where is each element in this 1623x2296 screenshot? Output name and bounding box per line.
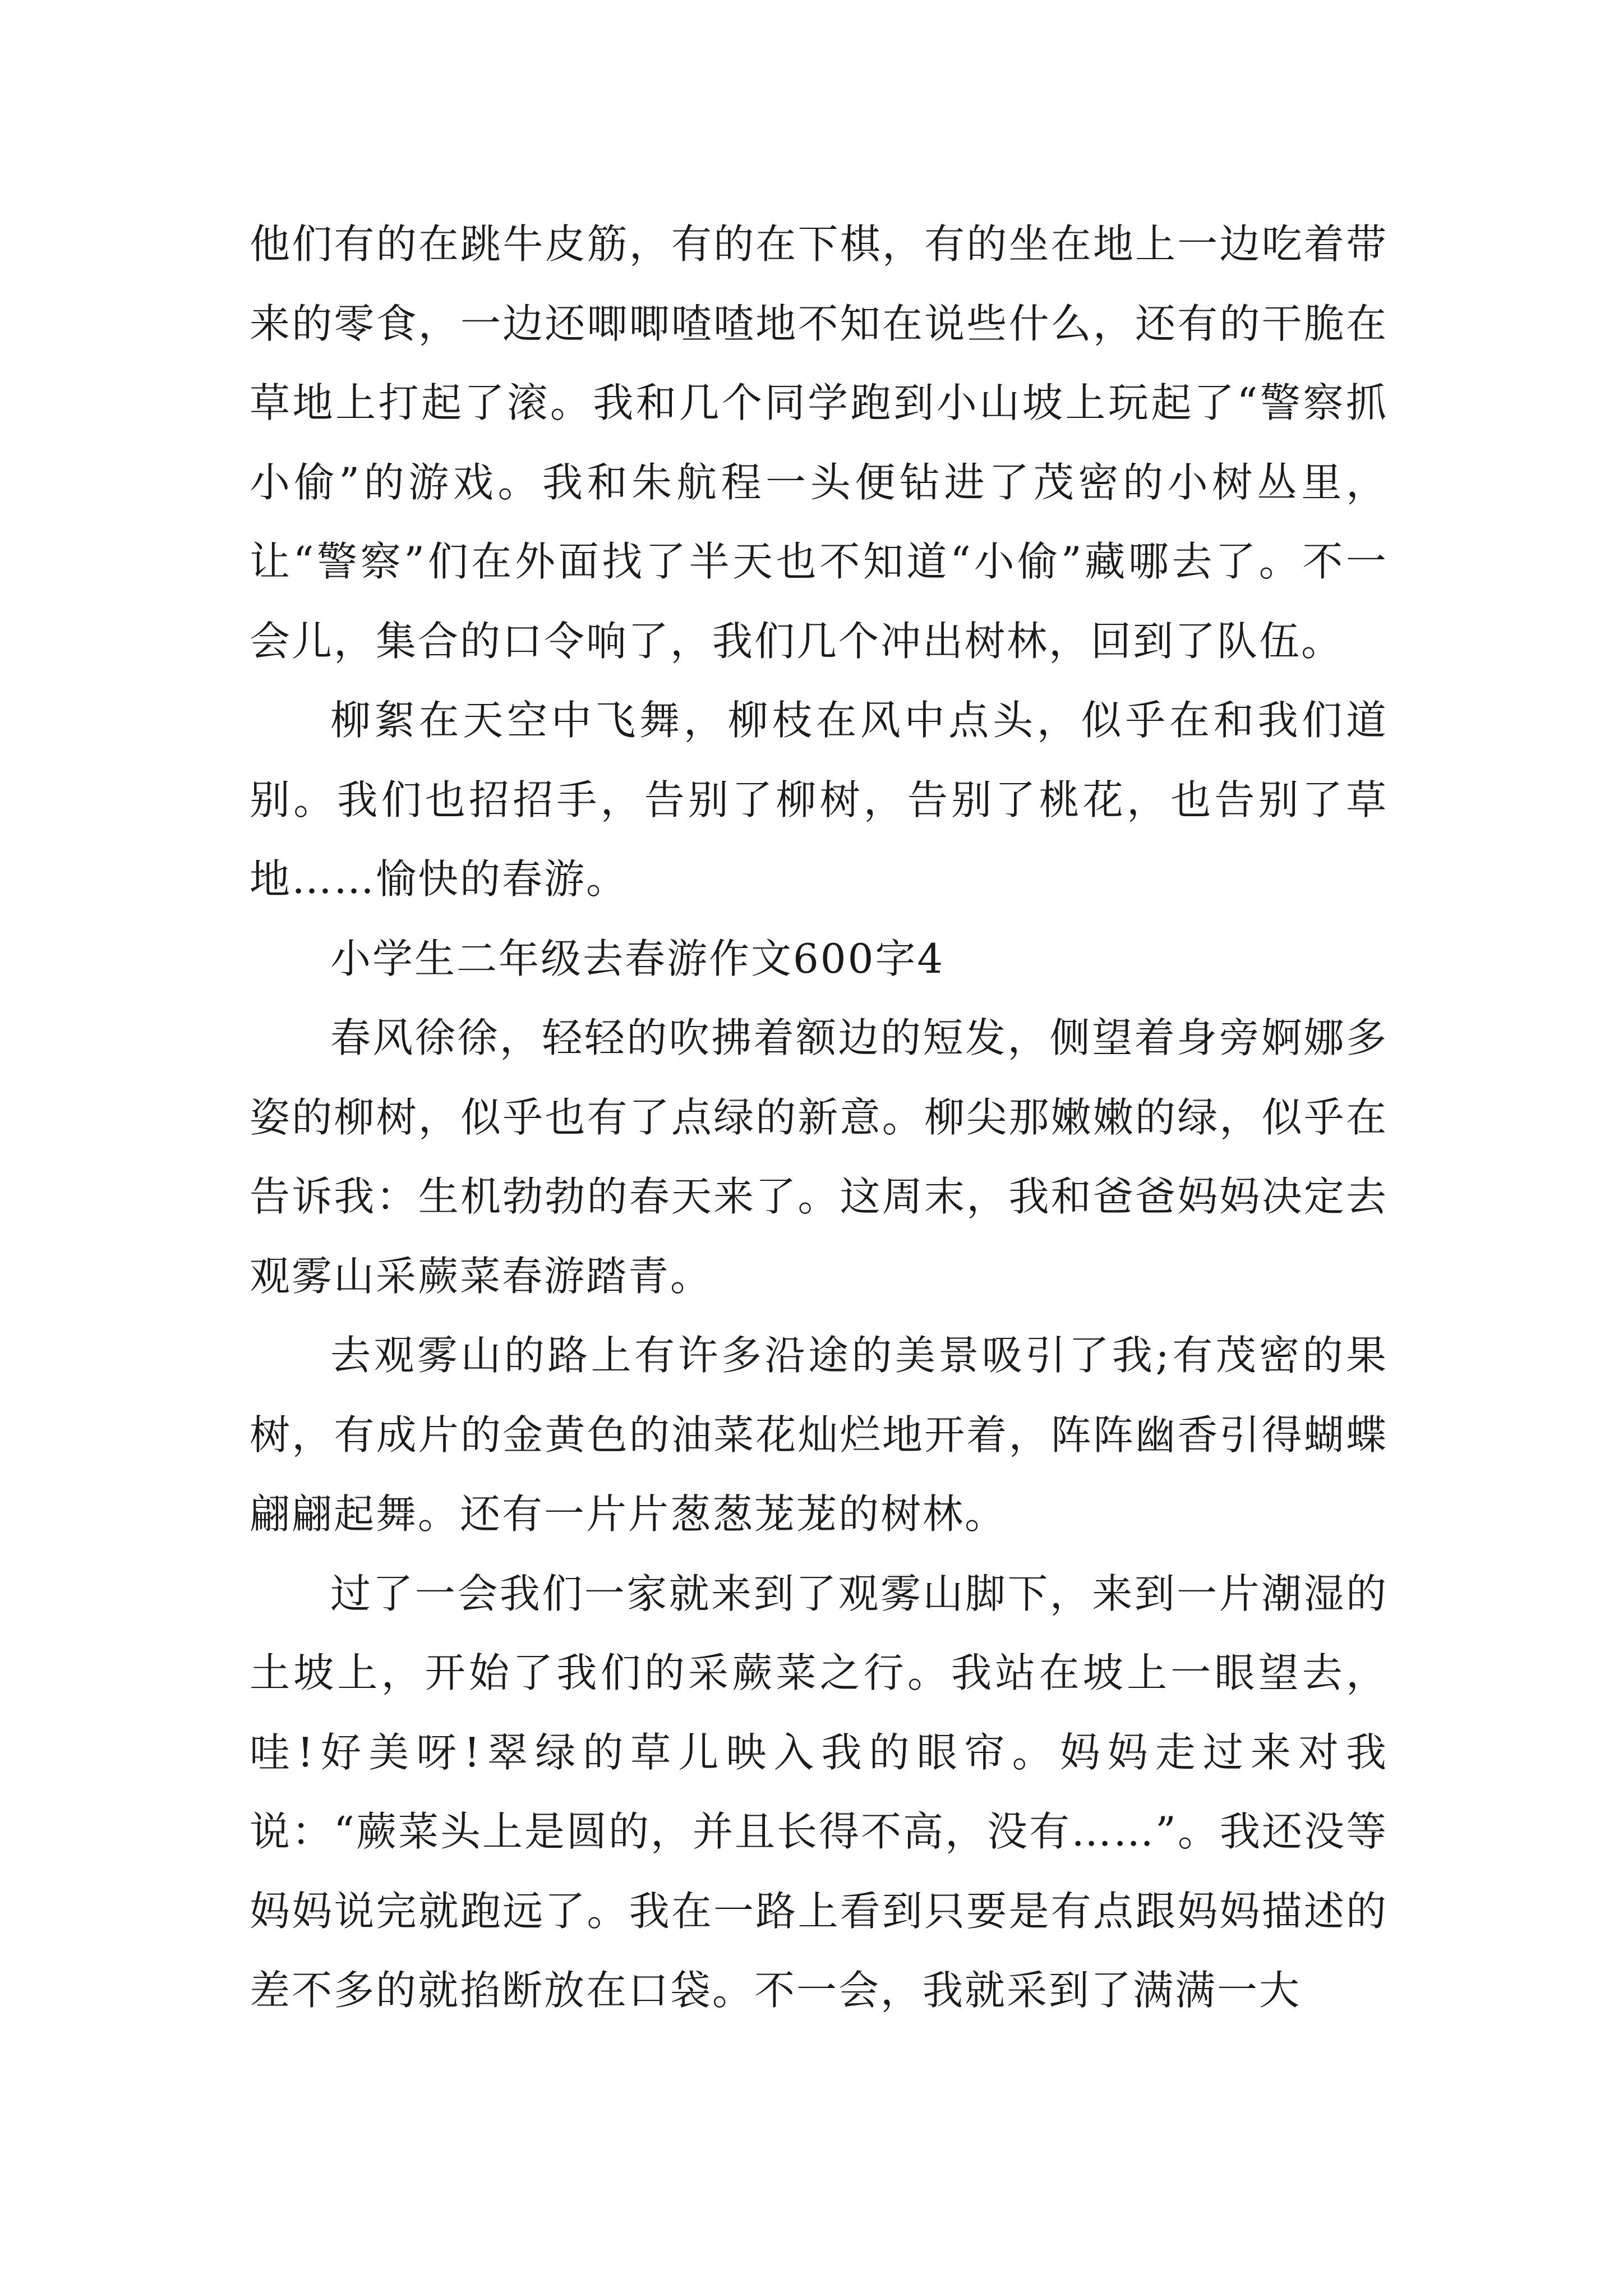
paragraph-continued: 他们有的在跳牛皮筋，有的在下棋，有的坐在地上一边吃着带来的零食，一边还唧唧喳喳地不知在说些什么，还有的干脆在草地上打起了滚。我和几个同学跑到小山坡上玩起了“警察抓小偷”的游戏。我和朱航程一头便钻进了茂密的小树丛里，让“警察”们在外面找了半天也不知道“小偷”藏哪去了。不一会儿，集合的口令响了，我们几个冲出树林，回到了队伍。 — [250, 220, 1388, 665]
document-body — [250, 205, 1388, 2031]
paragraph: 春风徐徐，轻轻的吹拂着额边的短发，侧望着身旁婀娜多姿的柳树，似乎也有了点绿的新意。柳尖那嫩嫩的绿，似乎在告诉我：生机勃勃的春天来了。这周末，我和爸爸妈妈决定去观雾山采蕨菜春游踏青。 — [250, 1014, 1388, 1300]
paragraph: 柳絮在天空中飞舞，柳枝在风中点头，似乎在和我们道别。我们也招招手，告别了柳树，告别了桃花，也告别了草地……愉快的春游。 — [250, 697, 1388, 903]
paragraph: 去观雾山的路上有许多沿途的美景吸引了我;有茂密的果树，有成片的金黄色的油菜花灿烂地开着，阵阵幽香引得蝴蝶翩翩起舞。还有一片片葱葱茏茏的树林。 — [250, 1332, 1388, 1538]
essay-heading: 小学生二年级去春游作文600字4 — [330, 935, 945, 982]
paragraph: 过了一会我们一家就来到了观雾山脚下，来到一片潮湿的土坡上，开始了我们的采蕨菜之行。我站在坡上一眼望去，哇!好美呀!翠绿的草儿映入我的眼帘。妈妈走过来对我说：“蕨菜头上是圆的，并且长得不高，没有……”。我还没等妈妈说完就跑远了。我在一路上看到只要是有点跟妈妈描述的差不多的就掐断放在口袋。不一会，我就采到了满满一大 — [250, 1570, 1388, 2014]
